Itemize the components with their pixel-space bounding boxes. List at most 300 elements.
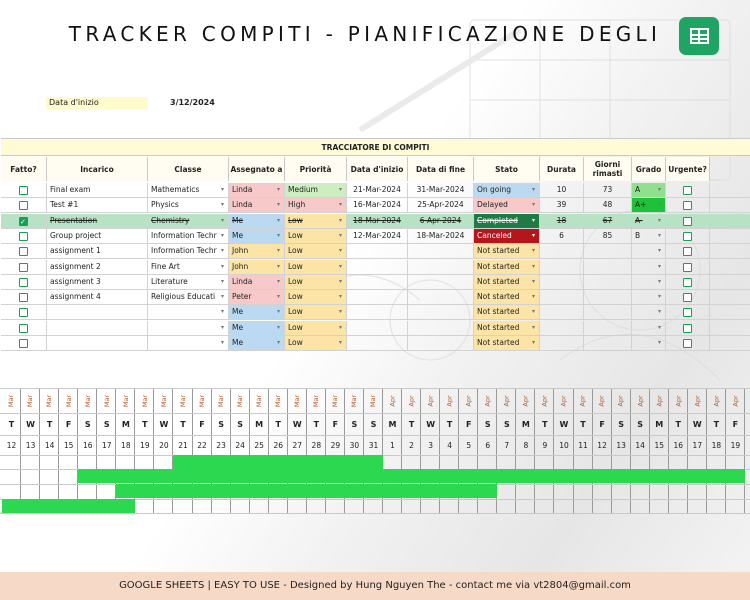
chevron-down-icon[interactable]: ▾ bbox=[338, 339, 342, 346]
gantt-row-line bbox=[0, 513, 750, 514]
class-select-text: Chemistry bbox=[151, 215, 190, 225]
day-number: 10 bbox=[559, 440, 569, 450]
chevron-down-icon[interactable]: ▾ bbox=[276, 293, 280, 301]
status-select[interactable] bbox=[474, 305, 540, 319]
chevron-down-icon[interactable]: ▾ bbox=[657, 216, 661, 224]
urgent-checkbox[interactable] bbox=[683, 339, 692, 348]
task-name[interactable] bbox=[47, 305, 148, 319]
chevron-down-icon[interactable]: ▾ bbox=[657, 277, 661, 285]
chevron-down-icon[interactable]: ▾ bbox=[657, 186, 661, 193]
month-label bbox=[593, 390, 612, 412]
urgent-checkbox[interactable] bbox=[683, 278, 692, 287]
month-text: Apr bbox=[712, 395, 721, 407]
task-name-text: Test #1 bbox=[50, 200, 79, 210]
grade-select[interactable] bbox=[632, 290, 666, 304]
table-row bbox=[1, 183, 750, 198]
task-name[interactable] bbox=[47, 290, 148, 304]
month-text: Mar bbox=[140, 394, 149, 408]
task-name[interactable] bbox=[47, 183, 148, 197]
month-text: Mar bbox=[45, 394, 54, 408]
priority-select[interactable] bbox=[285, 229, 347, 243]
done-cell bbox=[1, 229, 47, 243]
chevron-down-icon[interactable]: ▾ bbox=[220, 262, 224, 270]
weekday-label: S bbox=[84, 419, 91, 429]
month-text: Apr bbox=[636, 395, 645, 407]
month-text: Mar bbox=[369, 394, 378, 408]
chevron-down-icon[interactable]: ▾ bbox=[338, 323, 342, 331]
month-text: Mar bbox=[293, 394, 302, 408]
status-select[interactable] bbox=[474, 229, 540, 243]
month-text: Apr bbox=[674, 395, 683, 407]
weekday-label: M bbox=[388, 419, 397, 429]
day-number: 14 bbox=[635, 440, 645, 450]
end-date bbox=[408, 260, 474, 274]
chevron-down-icon[interactable]: ▾ bbox=[531, 277, 535, 285]
chevron-down-icon[interactable]: ▾ bbox=[220, 277, 224, 285]
chevron-down-icon[interactable]: ▾ bbox=[657, 323, 661, 331]
day-number: 24 bbox=[235, 440, 245, 450]
priority-select-text: Low bbox=[288, 338, 303, 347]
done-checkbox[interactable] bbox=[19, 201, 28, 210]
duration bbox=[540, 321, 584, 335]
month-text: Apr bbox=[579, 395, 588, 407]
chevron-down-icon[interactable]: ▾ bbox=[276, 262, 280, 270]
assignee-select[interactable] bbox=[229, 290, 285, 304]
assignee-select-text: Me bbox=[232, 215, 244, 225]
day-number: 19 bbox=[140, 440, 150, 450]
day-number: 26 bbox=[273, 440, 283, 450]
assignee-select[interactable] bbox=[229, 321, 285, 335]
month-text: Mar bbox=[217, 394, 226, 408]
priority-select[interactable] bbox=[285, 260, 347, 274]
month-label bbox=[231, 390, 250, 412]
class-select[interactable] bbox=[148, 336, 229, 350]
chevron-down-icon[interactable]: ▾ bbox=[531, 293, 535, 301]
table-row bbox=[1, 321, 750, 336]
day-number: 9 bbox=[542, 440, 548, 450]
days-remaining-text: 73 bbox=[602, 185, 613, 194]
priority-select[interactable] bbox=[285, 244, 347, 258]
status-select-text: Not started bbox=[477, 322, 520, 332]
status-select-text: Completed bbox=[477, 215, 518, 225]
chevron-down-icon[interactable]: ▾ bbox=[276, 231, 280, 239]
month-text: Mar bbox=[274, 394, 283, 408]
day-number: 18 bbox=[121, 440, 131, 450]
chevron-down-icon[interactable]: ▾ bbox=[338, 293, 342, 301]
priority-select[interactable] bbox=[285, 305, 347, 319]
chevron-down-icon[interactable]: ▾ bbox=[531, 262, 535, 270]
month-text: Mar bbox=[236, 394, 245, 408]
status-select[interactable] bbox=[474, 260, 540, 274]
chevron-down-icon[interactable]: ▾ bbox=[338, 186, 342, 193]
assignee-select-text: John bbox=[232, 246, 249, 256]
chevron-down-icon[interactable]: ▾ bbox=[531, 201, 535, 209]
weekday-label: W bbox=[26, 419, 35, 429]
status-select-text: Delayed bbox=[477, 200, 508, 210]
month-text: Mar bbox=[121, 394, 130, 408]
column-header: Giorni rimasti bbox=[584, 157, 632, 181]
gantt-row-line bbox=[0, 435, 750, 436]
chevron-down-icon[interactable]: ▾ bbox=[531, 339, 535, 346]
end-date-text: 31-Mar-2024 bbox=[416, 185, 465, 194]
urgent-checkbox[interactable] bbox=[683, 293, 692, 302]
chevron-down-icon[interactable]: ▾ bbox=[276, 323, 280, 331]
chevron-down-icon[interactable]: ▾ bbox=[657, 231, 661, 239]
chevron-down-icon[interactable]: ▾ bbox=[276, 201, 280, 209]
urgent-cell bbox=[666, 290, 710, 304]
month-label bbox=[21, 390, 40, 412]
gantt-bar bbox=[78, 469, 745, 483]
class-select[interactable] bbox=[148, 321, 229, 335]
status-select[interactable] bbox=[474, 198, 540, 212]
status-select[interactable] bbox=[474, 275, 540, 289]
assignee-select-text: Me bbox=[232, 230, 244, 240]
class-select-text: Literature bbox=[151, 276, 188, 286]
weekday-label: T bbox=[675, 419, 681, 429]
task-name-text: assignment 3 bbox=[50, 276, 101, 286]
class-select-text: Fine Art bbox=[151, 261, 180, 271]
table-row bbox=[1, 244, 750, 259]
weekday-label: T bbox=[580, 419, 586, 429]
day-number: 17 bbox=[102, 440, 112, 450]
task-name[interactable] bbox=[47, 336, 148, 350]
end-date bbox=[408, 229, 474, 243]
month-label bbox=[212, 390, 231, 412]
start-date bbox=[347, 214, 408, 228]
assignee-select-text: John bbox=[232, 261, 249, 271]
month-text: Mar bbox=[312, 394, 321, 408]
task-name[interactable] bbox=[47, 275, 148, 289]
days-remaining bbox=[584, 290, 632, 304]
priority-select-text: Medium bbox=[288, 185, 318, 194]
class-select[interactable] bbox=[148, 214, 229, 228]
class-select[interactable] bbox=[148, 260, 229, 274]
table-row bbox=[1, 305, 750, 320]
task-name[interactable] bbox=[47, 321, 148, 335]
assignee-select[interactable] bbox=[229, 260, 285, 274]
assignee-select-text: Me bbox=[232, 338, 244, 347]
days-remaining bbox=[584, 244, 632, 258]
table-row bbox=[1, 214, 750, 229]
urgent-cell bbox=[666, 229, 710, 243]
chevron-down-icon[interactable]: ▾ bbox=[531, 323, 535, 331]
month-label bbox=[40, 390, 59, 412]
weekday-label: T bbox=[313, 419, 320, 429]
chevron-down-icon[interactable]: ▾ bbox=[531, 216, 535, 224]
done-checkbox[interactable] bbox=[19, 293, 28, 302]
priority-select[interactable] bbox=[285, 290, 347, 304]
chevron-down-icon[interactable]: ▾ bbox=[220, 231, 224, 239]
done-checkbox[interactable] bbox=[19, 263, 28, 272]
month-label bbox=[726, 390, 745, 412]
weekday-label: W bbox=[692, 419, 702, 429]
days-remaining-text: 85 bbox=[602, 230, 613, 240]
done-checkbox[interactable] bbox=[19, 247, 28, 256]
chevron-down-icon[interactable]: ▾ bbox=[338, 308, 342, 316]
grade-select-text: B bbox=[635, 230, 641, 240]
chevron-down-icon[interactable]: ▾ bbox=[338, 231, 342, 239]
class-select[interactable] bbox=[148, 229, 229, 243]
days-remaining bbox=[584, 183, 632, 197]
day-number: 12 bbox=[597, 440, 607, 450]
days-remaining bbox=[584, 260, 632, 274]
days-remaining bbox=[584, 305, 632, 319]
done-checkbox[interactable] bbox=[19, 324, 28, 333]
weekday-label: T bbox=[142, 419, 148, 429]
month-label bbox=[345, 390, 364, 412]
chevron-down-icon[interactable]: ▾ bbox=[657, 293, 661, 301]
month-text: Apr bbox=[426, 395, 435, 407]
end-date bbox=[408, 321, 474, 335]
done-cell bbox=[1, 275, 47, 289]
chevron-down-icon[interactable]: ▾ bbox=[657, 262, 661, 270]
month-text: Mar bbox=[255, 394, 264, 408]
status-select[interactable] bbox=[474, 321, 540, 335]
chevron-down-icon[interactable]: ▾ bbox=[220, 216, 224, 224]
duration bbox=[540, 244, 584, 258]
month-text: Apr bbox=[559, 395, 568, 407]
month-text: Apr bbox=[598, 395, 607, 407]
chevron-down-icon[interactable]: ▾ bbox=[338, 201, 342, 209]
urgent-checkbox[interactable] bbox=[683, 308, 692, 317]
done-checkbox[interactable] bbox=[19, 232, 28, 241]
month-label bbox=[631, 390, 650, 412]
chevron-down-icon[interactable]: ▾ bbox=[531, 247, 535, 255]
column-header: Grado bbox=[632, 157, 666, 181]
month-label bbox=[326, 390, 345, 412]
month-label bbox=[307, 390, 326, 412]
done-cell bbox=[1, 214, 47, 228]
duration-text: 18 bbox=[556, 215, 567, 225]
task-name-text: assignment 1 bbox=[50, 246, 101, 256]
grade-select[interactable] bbox=[632, 275, 666, 289]
duration-text: 39 bbox=[556, 200, 567, 210]
weekday-label: T bbox=[408, 419, 415, 429]
task-name-text: assignment 4 bbox=[50, 292, 101, 302]
assignee-select[interactable] bbox=[229, 198, 285, 212]
days-remaining bbox=[584, 336, 632, 350]
chevron-down-icon[interactable]: ▾ bbox=[220, 323, 224, 331]
chevron-down-icon[interactable]: ▾ bbox=[531, 186, 535, 193]
month-label bbox=[59, 390, 78, 412]
days-remaining-text: 67 bbox=[602, 215, 613, 225]
month-label bbox=[116, 390, 135, 412]
month-label bbox=[688, 390, 707, 412]
priority-select[interactable] bbox=[285, 183, 347, 197]
class-select-text: Physics bbox=[151, 200, 179, 210]
class-select-text: Information Techr bbox=[151, 230, 217, 240]
month-label bbox=[440, 390, 459, 412]
weekday-label: S bbox=[103, 419, 110, 429]
assignee-select-text: Linda bbox=[232, 185, 253, 194]
done-checkbox[interactable] bbox=[19, 308, 28, 317]
table-row bbox=[1, 260, 750, 275]
month-text: Apr bbox=[521, 395, 530, 407]
status-select[interactable] bbox=[474, 214, 540, 228]
chevron-down-icon[interactable]: ▾ bbox=[657, 308, 661, 316]
grade-select[interactable] bbox=[632, 198, 666, 212]
chevron-down-icon[interactable]: ▾ bbox=[338, 216, 342, 224]
grade-select[interactable] bbox=[632, 321, 666, 335]
column-header: Incarico bbox=[47, 157, 148, 181]
grade-select[interactable] bbox=[632, 336, 666, 350]
urgent-checkbox[interactable] bbox=[683, 186, 692, 195]
column-header: Priorità bbox=[285, 157, 347, 181]
task-name[interactable] bbox=[47, 229, 148, 243]
done-checkbox[interactable] bbox=[19, 339, 28, 348]
priority-select[interactable] bbox=[285, 214, 347, 228]
day-number: 16 bbox=[673, 440, 684, 450]
chevron-down-icon[interactable]: ▾ bbox=[220, 186, 224, 193]
task-name[interactable] bbox=[47, 214, 148, 228]
assignee-select[interactable] bbox=[229, 336, 285, 350]
chevron-down-icon[interactable]: ▾ bbox=[276, 277, 280, 285]
duration bbox=[540, 275, 584, 289]
month-label bbox=[516, 390, 535, 412]
priority-select-text: Low bbox=[288, 292, 303, 302]
done-checkbox[interactable] bbox=[19, 186, 28, 195]
chevron-down-icon[interactable]: ▾ bbox=[276, 186, 280, 193]
assignee-select[interactable] bbox=[229, 244, 285, 258]
gantt-bar bbox=[2, 499, 135, 513]
task-name[interactable] bbox=[47, 198, 148, 212]
urgent-checkbox[interactable] bbox=[683, 247, 692, 256]
urgent-checkbox[interactable] bbox=[683, 201, 692, 210]
grade-select[interactable] bbox=[632, 229, 666, 243]
chevron-down-icon[interactable]: ▾ bbox=[531, 231, 535, 239]
urgent-checkbox[interactable] bbox=[683, 263, 692, 272]
assignee-select-text: Me bbox=[232, 322, 244, 332]
status-select[interactable] bbox=[474, 183, 540, 197]
table-row bbox=[1, 198, 750, 213]
status-select[interactable] bbox=[474, 336, 540, 350]
month-text: Mar bbox=[178, 394, 187, 408]
column-header: Durata bbox=[540, 157, 584, 181]
class-select[interactable] bbox=[148, 198, 229, 212]
start-date-value[interactable]: 3/12/2024 bbox=[170, 98, 215, 107]
column-header: Classe bbox=[148, 157, 229, 181]
month-label bbox=[535, 390, 554, 412]
weekday-label: T bbox=[713, 419, 720, 429]
column-header: Urgente? bbox=[666, 157, 710, 181]
month-text: Apr bbox=[655, 395, 664, 407]
done-checkbox[interactable] bbox=[19, 278, 28, 287]
end-date bbox=[408, 183, 474, 197]
priority-select-text: Low bbox=[288, 276, 303, 286]
status-select[interactable] bbox=[474, 244, 540, 258]
class-select[interactable] bbox=[148, 183, 229, 197]
chevron-down-icon[interactable]: ▾ bbox=[220, 201, 224, 209]
priority-select[interactable] bbox=[285, 198, 347, 212]
weekday-label: T bbox=[542, 419, 548, 429]
assignee-select[interactable] bbox=[229, 229, 285, 243]
chevron-down-icon[interactable]: ▾ bbox=[276, 308, 280, 316]
weekday-label: W bbox=[559, 419, 569, 429]
class-select[interactable] bbox=[148, 275, 229, 289]
chevron-down-icon[interactable]: ▾ bbox=[220, 308, 224, 316]
assignee-select[interactable] bbox=[229, 305, 285, 319]
weekday-label: S bbox=[370, 419, 377, 429]
table-row bbox=[1, 275, 750, 290]
assignee-select-text: Me bbox=[232, 307, 244, 317]
start-date-text: 16-Mar-2024 bbox=[353, 200, 401, 210]
chevron-down-icon[interactable]: ▾ bbox=[338, 262, 342, 270]
class-select[interactable] bbox=[148, 244, 229, 258]
chevron-down-icon[interactable]: ▾ bbox=[276, 339, 280, 346]
duration-text: 6 bbox=[559, 230, 564, 240]
month-label bbox=[421, 390, 440, 412]
grade-select[interactable] bbox=[632, 305, 666, 319]
status-select[interactable] bbox=[474, 290, 540, 304]
assignee-select[interactable] bbox=[229, 214, 285, 228]
urgent-checkbox[interactable] bbox=[683, 217, 692, 226]
priority-select[interactable] bbox=[285, 275, 347, 289]
chevron-down-icon[interactable]: ▾ bbox=[338, 277, 342, 285]
grade-select[interactable] bbox=[632, 244, 666, 258]
status-select-text: Not started bbox=[477, 261, 520, 271]
priority-select[interactable] bbox=[285, 321, 347, 335]
task-name[interactable] bbox=[47, 260, 148, 274]
day-number: 25 bbox=[254, 440, 264, 450]
urgent-cell bbox=[666, 183, 710, 197]
gantt-row-line bbox=[0, 388, 750, 389]
status-select-text: Not started bbox=[477, 307, 520, 317]
weekday-label: S bbox=[351, 419, 358, 429]
done-checkbox[interactable] bbox=[19, 217, 28, 226]
column-header: Stato bbox=[474, 157, 540, 181]
weekday-label: T bbox=[275, 419, 281, 429]
assignee-select[interactable] bbox=[229, 275, 285, 289]
chevron-down-icon[interactable]: ▾ bbox=[220, 293, 224, 301]
chevron-down-icon[interactable]: ▾ bbox=[220, 339, 224, 346]
gantt-row-line bbox=[0, 413, 750, 414]
chevron-down-icon[interactable]: ▾ bbox=[657, 339, 661, 346]
chevron-down-icon[interactable]: ▾ bbox=[338, 247, 342, 255]
chevron-down-icon[interactable]: ▾ bbox=[531, 308, 535, 316]
class-select-text: Religious Educati bbox=[151, 292, 216, 302]
status-select-text: Not started bbox=[477, 292, 520, 302]
chevron-down-icon[interactable]: ▾ bbox=[657, 247, 661, 255]
priority-select-text: Low bbox=[288, 230, 303, 240]
page-title: TRACKER COMPITI - PIANIFICAZIONE DEGLI bbox=[68, 22, 662, 46]
urgent-checkbox[interactable] bbox=[683, 232, 692, 241]
urgent-checkbox[interactable] bbox=[683, 324, 692, 333]
day-number: 6 bbox=[485, 440, 491, 450]
month-text: Mar bbox=[64, 394, 73, 408]
grade-select[interactable] bbox=[632, 214, 666, 228]
chevron-down-icon[interactable]: ▾ bbox=[657, 201, 661, 209]
grade-select[interactable] bbox=[632, 183, 666, 197]
task-name[interactable] bbox=[47, 244, 148, 258]
day-number: 11 bbox=[578, 440, 588, 450]
chevron-down-icon[interactable]: ▾ bbox=[276, 216, 280, 224]
grade-select[interactable] bbox=[632, 260, 666, 274]
done-cell bbox=[1, 198, 47, 212]
priority-select[interactable] bbox=[285, 336, 347, 350]
chevron-down-icon[interactable]: ▾ bbox=[220, 247, 224, 255]
month-label bbox=[459, 390, 478, 412]
status-select-text: On going bbox=[477, 185, 511, 194]
chevron-down-icon[interactable]: ▾ bbox=[276, 247, 280, 255]
days-remaining bbox=[584, 214, 632, 228]
month-text: Apr bbox=[388, 395, 397, 407]
class-select[interactable] bbox=[148, 305, 229, 319]
month-label bbox=[554, 390, 573, 412]
assignee-select[interactable] bbox=[229, 183, 285, 197]
weekday-label: S bbox=[503, 419, 510, 429]
class-select[interactable] bbox=[148, 290, 229, 304]
month-label bbox=[97, 390, 116, 412]
